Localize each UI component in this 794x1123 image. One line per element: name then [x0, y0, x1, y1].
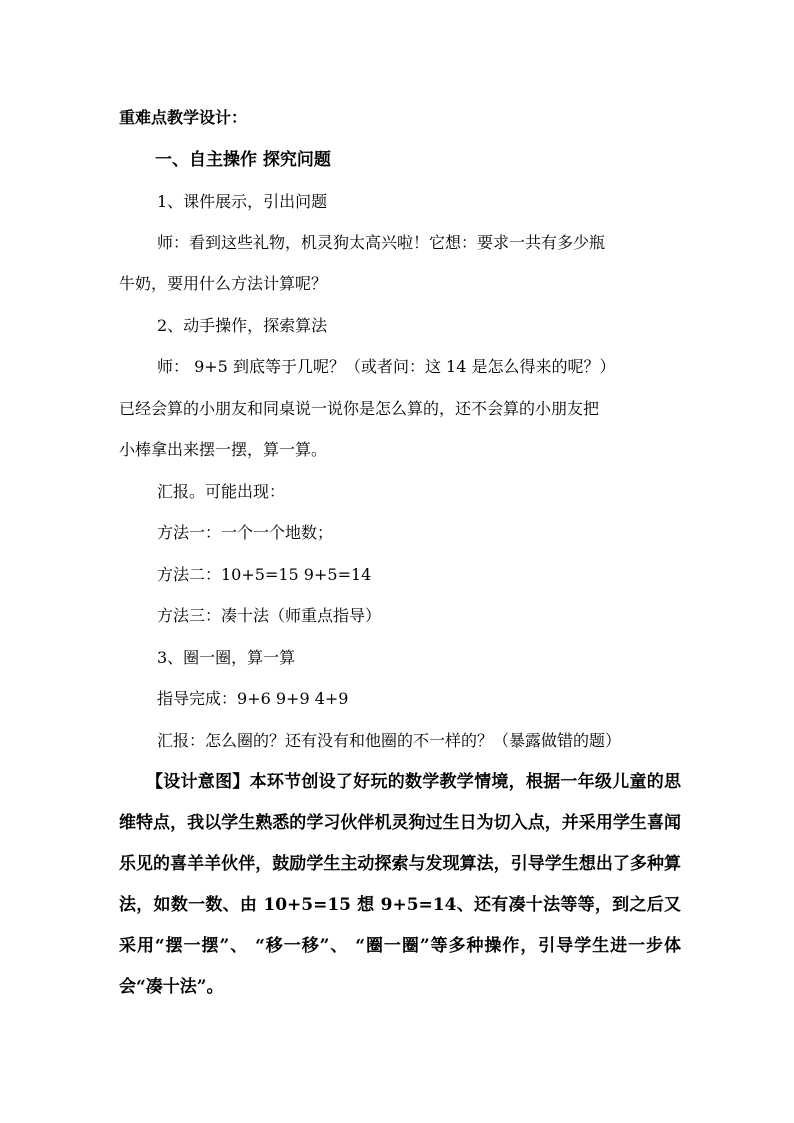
step2-teacher-line-3: 小棒拿出来摆一摆，算一算。	[119, 440, 328, 459]
step1-teacher-line-2: 牛奶，要用什么方法计算呢？	[119, 274, 328, 293]
step1-title: 1、课件展示，引出问题	[157, 192, 328, 211]
step3-title: 3、圈一圈，算一算	[157, 648, 296, 667]
section-title: 一、自主操作 探究问题	[155, 150, 331, 170]
step2-teacher-line-1: 师： 9+5 到底等于几呢？（或者问：这 14 是怎么得来的呢？）	[157, 357, 616, 376]
method-1: 方法一：一个一个地数；	[157, 523, 334, 542]
design-intent-paragraph: 【设计意图】本环节创设了好玩的数学教学情境，根据一年级儿童的思维特点，我以学生熟悉的学习伙伴机灵狗过生日为切入点，并采用学生喜闻乐见的喜羊羊伙伴，鼓励学生主动探索与发现算法，引导学生想出了多种算法，如数一数、由 10+5=15 想 9+5=14、还有凑十法等等，到之后又采用“摆一摆”、 “移一移”、 “圈一圈”等多种操作，引导学生进一步体会“凑十法”。	[119, 772, 681, 997]
document-heading: 重难点教学设计：	[119, 108, 248, 127]
step2-teacher-line-2: 已经会算的小朋友和同桌说一说你是怎么算的，还不会算的小朋友把	[119, 399, 600, 418]
step3-report: 汇报：怎么圈的？还有没有和他圈的不一样的？（暴露做错的题）	[157, 731, 622, 750]
method-2: 方法二：10+5=15 9+5=14	[157, 565, 372, 584]
step2-title: 2、动手操作，探索算法	[157, 316, 328, 335]
step3-guide: 指导完成：9+6 9+9 4+9	[157, 689, 349, 708]
method-3: 方法三：凑十法（师重点指导）	[157, 606, 382, 625]
report-intro: 汇报。可能出现：	[157, 482, 286, 501]
step1-teacher-line-1: 师：看到这些礼物，机灵狗太高兴啦！它想：要求一共有多少瓶	[157, 233, 606, 252]
